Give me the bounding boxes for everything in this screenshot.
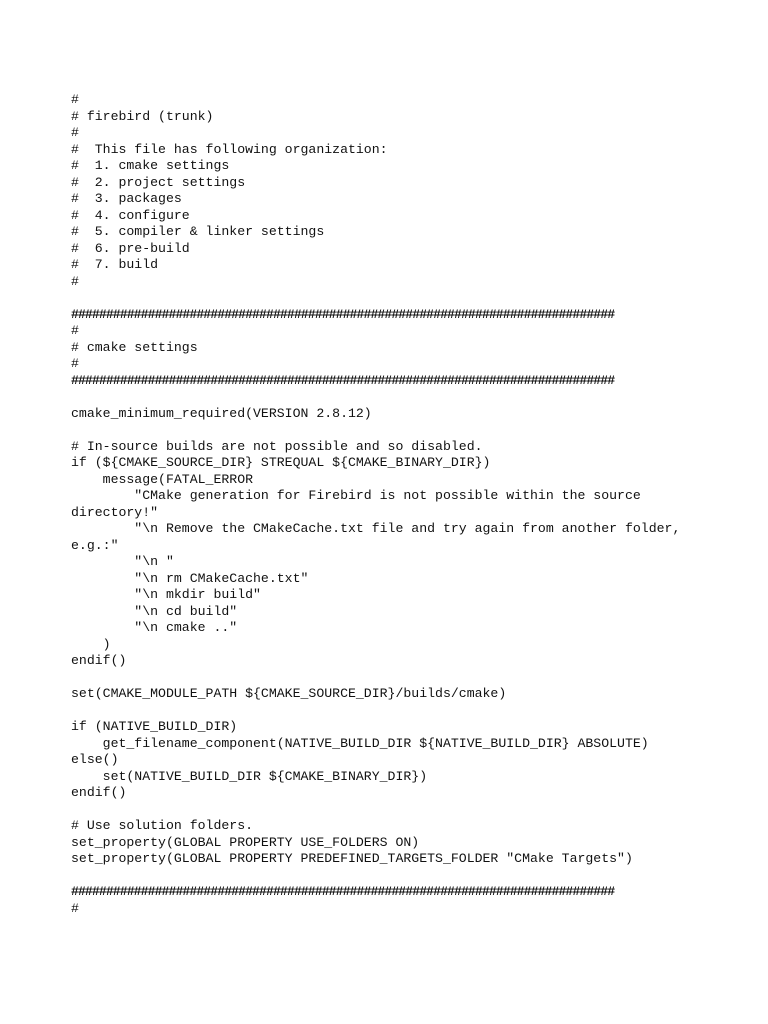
code-line: "\n ": [71, 554, 174, 569]
code-line: "\n cd build": [71, 603, 238, 619]
code-line: if (${CMAKE_SOURCE_DIR} STREQUAL ${CMAKE_BINARY_DIR}): [71, 455, 491, 470]
code-line: set(CMAKE_MODULE_PATH ${CMAKE_SOURCE_DIR}/builds/cmake): [71, 686, 507, 701]
code-line: else(): [71, 752, 119, 767]
section-divider-line: ##############################################################################: [71, 884, 615, 899]
code-line: "\n rm CMakeCache.txt": [71, 570, 309, 586]
blank-line: [71, 670, 731, 687]
code-line: "\n cmake ..": [71, 620, 238, 635]
code-line: "CMake generation for Firebird is not possible within the source: [71, 488, 641, 503]
blank-line: [71, 290, 731, 307]
comment-line: # 5. compiler & linker settings: [71, 224, 325, 239]
comment-line: # Use solution folders.: [71, 818, 254, 833]
code-line: e.g.:": [71, 537, 119, 553]
code-line: ): [71, 636, 111, 652]
code-line: set_property(GLOBAL PROPERTY PREDEFINED_TARGETS_FOLDER "CMake Targets"): [71, 851, 633, 866]
comment-line: #: [71, 356, 79, 371]
comment-line: #: [71, 125, 79, 140]
code-line: set(NATIVE_BUILD_DIR ${CMAKE_BINARY_DIR}): [71, 768, 428, 784]
comment-line: # 3. packages: [71, 191, 182, 206]
code-line: endif(): [71, 785, 127, 800]
blank-line: [71, 422, 731, 439]
blank-line: [71, 389, 731, 406]
code-line: cmake_minimum_required(VERSION 2.8.12): [71, 405, 372, 421]
comment-line: # 6. pre-build: [71, 240, 190, 256]
section-divider-line: ##############################################################################: [71, 306, 615, 322]
code-line: get_filename_component(NATIVE_BUILD_DIR ${NATIVE_BUILD_DIR} ABSOLUTE): [71, 735, 649, 751]
comment-line: #: [71, 323, 79, 338]
comment-line: # 4. configure: [71, 207, 190, 223]
blank-line: [71, 868, 731, 885]
code-line: message(FATAL_ERROR: [71, 471, 254, 487]
code-line: endif(): [71, 653, 127, 668]
comment-line: # 1. cmake settings: [71, 158, 230, 173]
code-line: "\n Remove the CMakeCache.txt file and try again from another folder,: [71, 521, 681, 536]
code-listing: [71, 92, 731, 917]
section-divider-line: ##############################################################################: [71, 372, 615, 388]
blank-line: [71, 703, 731, 720]
comment-line: # 2. project settings: [71, 174, 246, 190]
code-line: directory!": [71, 504, 159, 520]
blank-line: [71, 802, 731, 819]
comment-line: # cmake settings: [71, 339, 198, 355]
code-line: if (NATIVE_BUILD_DIR): [71, 719, 238, 734]
comment-line: #: [71, 900, 79, 916]
comment-line: # firebird (trunk): [71, 108, 214, 124]
code-line: "\n mkdir build": [71, 587, 261, 602]
comment-line: #: [71, 92, 79, 107]
comment-line: # 7. build: [71, 257, 159, 272]
code-line: set_property(GLOBAL PROPERTY USE_FOLDERS ON): [71, 834, 420, 850]
comment-line: # In-source builds are not possible and so disabled.: [71, 438, 483, 454]
comment-line: # This file has following organization:: [71, 141, 388, 157]
comment-line: #: [71, 273, 79, 289]
